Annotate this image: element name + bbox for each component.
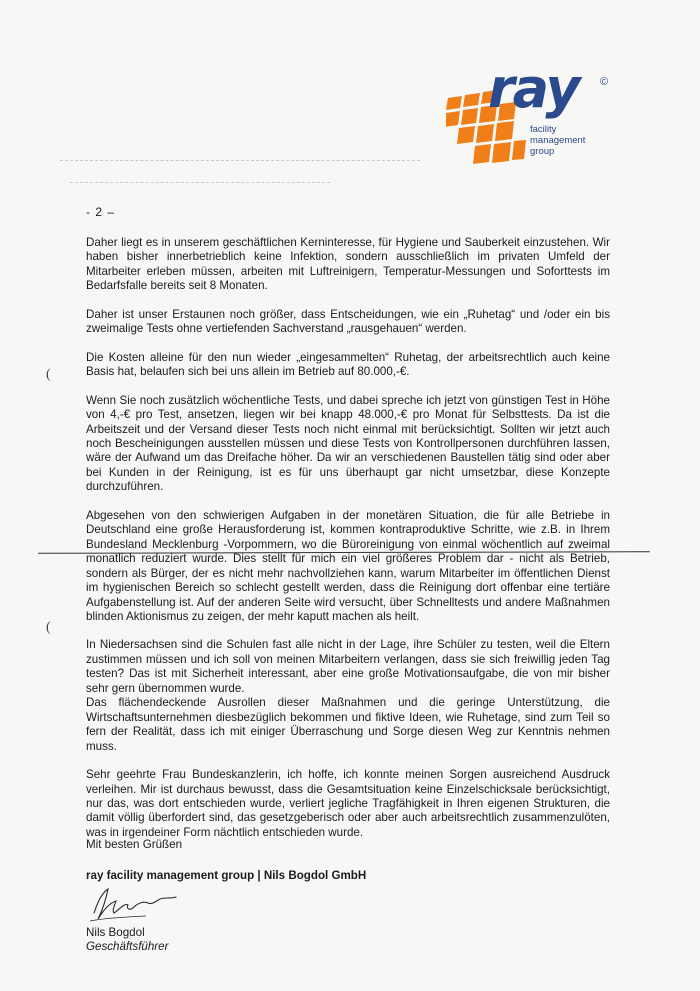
body-paragraph: Wenn Sie noch zusätzlich wöchentliche Tests, und dabei spreche ich jetzt von günstigen Test in Höhe von 4,-€ pro Test, ansetzen, liegen wir bei knapp 48.000,-€ pro Monat für Selbsttests. Da ist die Arbeitszeit und der Versand dieser Tests noch nicht einmal mit berücksichtigt. Sollten wir jetzt auch noch Bescheinigungen ausstellen müssen und diese Tests von Kontrollpersonen durchführen lassen, wäre der Aufwand um das Dreifache höher. Da wir an verschiedenen Baustellen tätig sind oder aber bei Kunden in der Reinigung, ist es für uns überhaupt gar nicht umsetzbar, diese Konzepte durchzuführen.: [86, 393, 610, 494]
company-logo: [446, 57, 616, 176]
scan-artifact: [70, 182, 330, 183]
signer-name: Nils Bogdol: [86, 926, 145, 939]
tagline-line: facility: [530, 124, 557, 135]
margin-mark: (: [46, 367, 51, 382]
logo-tagline: [530, 124, 585, 157]
body-paragraph: In Niedersachsen sind die Schulen fast alle nicht in der Lage, ihre Schüler zu testen, weil die Eltern zustimmen müssen und ich soll von meinen Mitarbeitern verlangen, dass sie sich freiwillig jeden Tag testen? Das ist mit Sicherheit interessant, aber eine große Motivationsaufgabe, die von mir bisher sehr gern übernommen wurde.: [86, 638, 610, 695]
body-paragraph: Die Kosten alleine für den nun wieder „eingesammelten“ Ruhetag, der arbeitsrechtlich auch keine Basis hat, belaufen sich bei uns allein im Betrieb auf 80.000,-€.: [86, 350, 610, 379]
body-paragraph: Daher ist unser Erstaunen noch größer, dass Entscheidungen, wie ein „Ruhetag“ und /oder ein bis zweimalige Tests ohne vertiefenden Sachverstand „rausgehauen“ werden.: [86, 307, 610, 336]
page-number: - 2 –: [86, 205, 116, 219]
scan-artifact: [60, 160, 420, 161]
company-line: ray facility management group | Nils Bogdol GmbH: [86, 869, 367, 882]
signer-title: Geschäftsführer: [86, 940, 169, 953]
tagline-line: management: [530, 135, 586, 146]
body-paragraph: Abgesehen von den schwierigen Aufgaben in der monetären Situation, die für alle Betriebe in Deutschland eine große Herausforderung ist, kommen kontraproduktive Schritte, wie z.B. in Ihrem Bundesland Mecklenburg -Vorpommern, wo die Büroreinigung von einmal wöchentlich auf zweimal monatlich reduziert wurde. Dies stellt für mich ein viel größeres Problem dar - nicht als Betrieb, sondern als Bürger, der es nicht mehr nachvollziehen kann, warum Mitarbeiter im öffentlichen Dienst im hygienischen Bereich so schlecht gestellt werden, dass die Reinigung dort offenbar eine tertiäre Aufgabenstellung ist. Auf der anderen Seite wird versucht, über Schnelltests und andere Maßnahmen blinden Aktionismus zu zeigen, der mehr kaputt machen als heilt.: [86, 508, 610, 623]
tagline-line: group: [530, 146, 555, 157]
closing-greeting: Mit besten Grüßen: [86, 838, 183, 851]
body-paragraph: Das flächendeckende Ausrollen dieser Maßnahmen und die geringe Unterstützung, die Wirtschaftsunternehmen diesbezüglich bekommen und fiktive Ideen, wie Ruhetage, sind zum Teil so fern der Realität, dass ich mit einiger Überraschung und Sorge diesen Weg zur Kenntnis nehmen muss.: [86, 696, 610, 753]
body-paragraph: Daher liegt es in unserem geschäftlichen Kerninteresse, für Hygiene und Sauberkeit einzustehen. Wir haben bisher innerbetrieblich keine Infektion, sondern ausschließlich im privaten Umfeld der Mitarbeiter erleben müssen, arbeiten mit Luftreinigern, Temperatur-Messungen und Soforttests im Bedarfsfalle bereits seit 8 Monaten.: [86, 236, 610, 293]
logo-copyright-mark: ©: [600, 76, 609, 88]
margin-mark: (: [46, 620, 51, 635]
logo-brand-text: ray: [488, 57, 579, 120]
letter-body: [86, 236, 610, 854]
body-paragraph: Sehr geehrte Frau Bundeskanzlerin, ich hoffe, ich konnte meinen Sorgen ausreichend Ausdruck verleihen. Mir ist durchaus bewusst, dass die Gesamtsituation keine Einzelschicksale berücksichtigt, nur das, was dort entschieden wurde, verliert jegliche Tragfähigkeit in Ihren eigenen Strukturen, die damit völlig überfordert sind, das gesetzgeberisch oder aber auch arbeitsrechtlich zusammenzulöten, was in irgendeiner Form nächtlich entschieden wurde.: [86, 768, 610, 839]
handwritten-signature: [86, 883, 196, 925]
